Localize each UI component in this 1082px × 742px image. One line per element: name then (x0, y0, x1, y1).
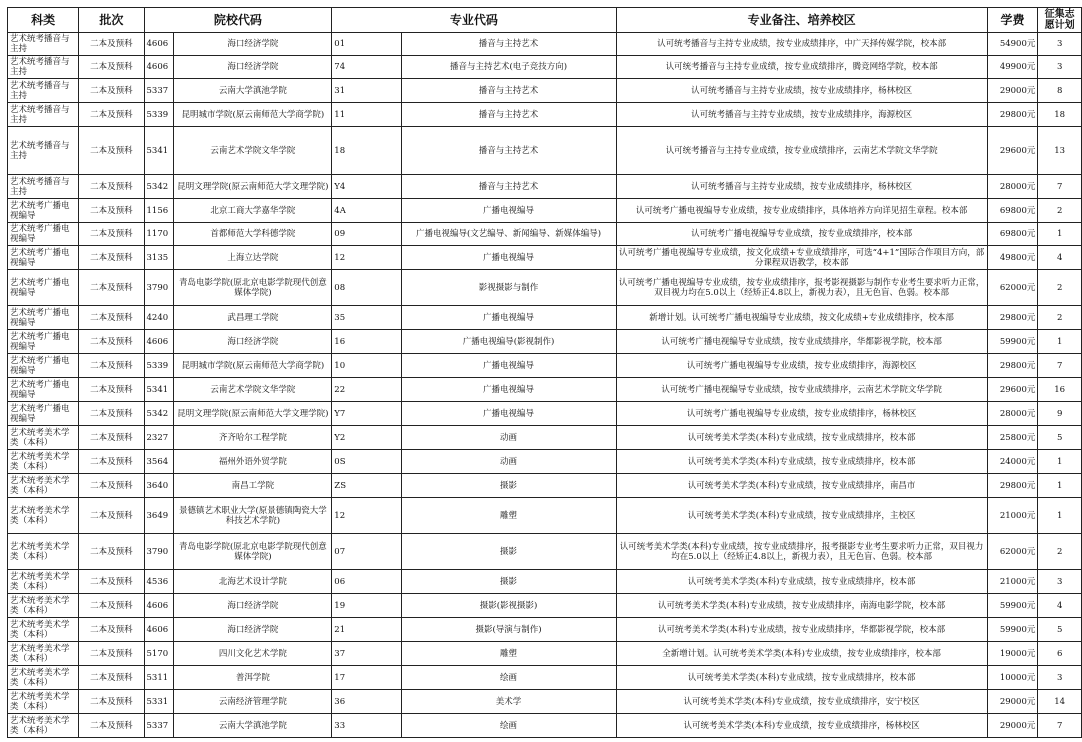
cell-major-name: 动画 (401, 426, 616, 450)
cell-note: 认可统考美术学类(本科)专业成绩，按专业成绩排序，校本部 (616, 426, 987, 450)
cell-school-code: 4606 (144, 330, 174, 354)
cell-plan: 3 (1038, 570, 1082, 594)
cell-major-code: 74 (332, 56, 401, 79)
cell-major-code: 18 (332, 127, 401, 175)
admission-table (7, 7, 1082, 738)
cell-batch: 二本及预科 (79, 666, 144, 690)
cell-batch: 二本及预科 (79, 354, 144, 378)
cell-category: 艺术统考广播电视编导 (8, 246, 79, 270)
cell-note: 认可统考美术学类(本科)专业成绩，按专业成绩排序，报考摄影专业考生要求听力正常，双目视力均在5.0以上（经矫正4.8以上，新视力表），且无色盲、色弱。校本部 (616, 534, 987, 570)
cell-school-code: 5311 (144, 666, 174, 690)
cell-school-name: 云南大学滇池学院 (174, 714, 332, 738)
cell-fee: 24000元 (987, 450, 1038, 474)
cell-school-name: 青岛电影学院(原北京电影学院现代创意媒体学院) (174, 270, 332, 306)
cell-fee: 29800元 (987, 306, 1038, 330)
cell-school-code: 1156 (144, 199, 174, 223)
cell-note: 认可统考美术学类(本科)专业成绩，按专业成绩排序，主校区 (616, 498, 987, 534)
cell-note: 认可统考美术学类(本科)专业成绩，按专业成绩排序，南昌市 (616, 474, 987, 498)
cell-category: 艺术统考播音与主持 (8, 56, 79, 79)
cell-major-code: Y7 (332, 402, 401, 426)
cell-plan: 1 (1038, 474, 1082, 498)
cell-school-code: 3790 (144, 270, 174, 306)
table-row (8, 127, 1082, 175)
table-row (8, 618, 1082, 642)
cell-school-name: 武昌理工学院 (174, 306, 332, 330)
cell-major-code: 17 (332, 666, 401, 690)
cell-major-code: 07 (332, 534, 401, 570)
cell-plan: 2 (1038, 199, 1082, 223)
cell-plan: 2 (1038, 270, 1082, 306)
cell-school-name: 福州外语外贸学院 (174, 450, 332, 474)
cell-note: 认可统考广播电视编导专业成绩，按专业成绩排序，海源校区 (616, 354, 987, 378)
cell-school-code: 5337 (144, 714, 174, 738)
cell-plan: 1 (1038, 450, 1082, 474)
cell-school-name: 海口经济学院 (174, 56, 332, 79)
cell-plan: 2 (1038, 306, 1082, 330)
cell-note: 认可统考播音与主持专业成绩，按专业成绩排序，腾竞网络学院，校本部 (616, 56, 987, 79)
table-row (8, 103, 1082, 127)
cell-major-name: 绘画 (401, 666, 616, 690)
cell-school-name: 北海艺术设计学院 (174, 570, 332, 594)
cell-plan: 16 (1038, 378, 1082, 402)
cell-major-code: 37 (332, 642, 401, 666)
cell-category: 艺术统考美术学类（本科） (8, 450, 79, 474)
cell-note: 认可统考美术学类(本科)专业成绩，按专业成绩排序，安宁校区 (616, 690, 987, 714)
cell-fee: 29800元 (987, 474, 1038, 498)
cell-major-code: 09 (332, 223, 401, 246)
cell-plan: 3 (1038, 56, 1082, 79)
cell-batch: 二本及预科 (79, 33, 144, 56)
header-pici: 批次 (79, 8, 144, 33)
cell-major-code: 12 (332, 246, 401, 270)
cell-category: 艺术统考广播电视编导 (8, 223, 79, 246)
cell-category: 艺术统考广播电视编导 (8, 354, 79, 378)
cell-category: 艺术统考美术学类（本科） (8, 666, 79, 690)
table-row (8, 33, 1082, 56)
cell-plan: 7 (1038, 354, 1082, 378)
cell-fee: 28000元 (987, 175, 1038, 199)
cell-batch: 二本及预科 (79, 594, 144, 618)
cell-category: 艺术统考美术学类（本科） (8, 426, 79, 450)
cell-fee: 29800元 (987, 103, 1038, 127)
cell-school-code: 1170 (144, 223, 174, 246)
cell-batch: 二本及预科 (79, 378, 144, 402)
cell-fee: 59900元 (987, 594, 1038, 618)
cell-school-name: 北京工商大学嘉华学院 (174, 199, 332, 223)
cell-batch: 二本及预科 (79, 714, 144, 738)
table-row (8, 56, 1082, 79)
cell-school-code: 4606 (144, 56, 174, 79)
cell-batch: 二本及预科 (79, 402, 144, 426)
cell-school-code: 5341 (144, 378, 174, 402)
cell-batch: 二本及预科 (79, 56, 144, 79)
cell-category: 艺术统考播音与主持 (8, 127, 79, 175)
cell-major-name: 雕塑 (401, 498, 616, 534)
cell-note: 认可统考广播电视编导专业成绩，按专业成绩排序，校本部 (616, 223, 987, 246)
table-row (8, 498, 1082, 534)
cell-batch: 二本及预科 (79, 330, 144, 354)
cell-plan: 18 (1038, 103, 1082, 127)
cell-category: 艺术统考美术学类（本科） (8, 594, 79, 618)
header-kelei: 科类 (8, 8, 79, 33)
cell-note: 认可统考广播电视编导专业成绩，按专业成绩排序，云南艺术学院文华学院 (616, 378, 987, 402)
cell-major-name: 广播电视编导 (401, 354, 616, 378)
cell-batch: 二本及预科 (79, 450, 144, 474)
cell-plan: 1 (1038, 498, 1082, 534)
cell-plan: 8 (1038, 79, 1082, 103)
cell-category: 艺术统考广播电视编导 (8, 199, 79, 223)
cell-major-code: ZS (332, 474, 401, 498)
cell-school-name: 青岛电影学院(原北京电影学院现代创意媒体学院) (174, 534, 332, 570)
table-row (8, 402, 1082, 426)
cell-school-name: 云南经济管理学院 (174, 690, 332, 714)
cell-plan: 1 (1038, 223, 1082, 246)
cell-note: 认可统考播音与主持专业成绩，按专业成绩排序，杨林校区 (616, 79, 987, 103)
cell-major-code: Y2 (332, 426, 401, 450)
table-row (8, 570, 1082, 594)
cell-major-code: 0S (332, 450, 401, 474)
cell-plan: 4 (1038, 594, 1082, 618)
cell-school-name: 昆明城市学院(原云南师范大学商学院) (174, 354, 332, 378)
cell-major-name: 广播电视编导 (401, 199, 616, 223)
cell-major-code: 19 (332, 594, 401, 618)
cell-plan: 7 (1038, 175, 1082, 199)
cell-category: 艺术统考美术学类（本科） (8, 618, 79, 642)
cell-school-name: 齐齐哈尔工程学院 (174, 426, 332, 450)
cell-batch: 二本及预科 (79, 570, 144, 594)
cell-batch: 二本及预科 (79, 199, 144, 223)
cell-school-code: 5170 (144, 642, 174, 666)
table-row (8, 690, 1082, 714)
cell-note: 认可统考播音与主持专业成绩，按专业成绩排序，海源校区 (616, 103, 987, 127)
header-plan: 征集志愿计划 (1038, 8, 1082, 33)
cell-note: 认可统考美术学类(本科)专业成绩，按专业成绩排序，校本部 (616, 570, 987, 594)
cell-fee: 21000元 (987, 570, 1038, 594)
cell-school-name: 海口经济学院 (174, 33, 332, 56)
cell-major-code: 11 (332, 103, 401, 127)
cell-batch: 二本及预科 (79, 690, 144, 714)
table-body (8, 33, 1082, 738)
table-row (8, 666, 1082, 690)
cell-fee: 29800元 (987, 354, 1038, 378)
cell-school-name: 昆明文理学院(原云南师范大学文理学院) (174, 402, 332, 426)
cell-batch: 二本及预科 (79, 270, 144, 306)
cell-school-code: 4240 (144, 306, 174, 330)
table-row (8, 378, 1082, 402)
cell-school-code: 2327 (144, 426, 174, 450)
cell-note: 认可统考广播电视编导专业成绩，按专业成绩排序，具体培养方向详见招生章程。校本部 (616, 199, 987, 223)
table-row (8, 534, 1082, 570)
cell-school-name: 海口经济学院 (174, 618, 332, 642)
cell-school-name: 昆明城市学院(原云南师范大学商学院) (174, 103, 332, 127)
cell-note: 认可统考播音与主持专业成绩，按专业成绩排序，中广天择传媒学院，校本部 (616, 33, 987, 56)
cell-plan: 2 (1038, 534, 1082, 570)
cell-batch: 二本及预科 (79, 127, 144, 175)
cell-batch: 二本及预科 (79, 175, 144, 199)
cell-major-name: 广播电视编导(文艺编导、新闻编导、新媒体编导) (401, 223, 616, 246)
cell-batch: 二本及预科 (79, 426, 144, 450)
cell-fee: 28000元 (987, 402, 1038, 426)
cell-category: 艺术统考广播电视编导 (8, 378, 79, 402)
cell-category: 艺术统考广播电视编导 (8, 330, 79, 354)
cell-fee: 25800元 (987, 426, 1038, 450)
cell-plan: 3 (1038, 33, 1082, 56)
cell-school-name: 云南艺术学院文华学院 (174, 127, 332, 175)
cell-batch: 二本及预科 (79, 474, 144, 498)
cell-plan: 13 (1038, 127, 1082, 175)
cell-school-code: 5342 (144, 402, 174, 426)
cell-batch: 二本及预科 (79, 618, 144, 642)
header-major-code: 专业代码 (332, 8, 616, 33)
cell-major-code: 08 (332, 270, 401, 306)
cell-major-name: 播音与主持艺术 (401, 33, 616, 56)
cell-category: 艺术统考播音与主持 (8, 175, 79, 199)
cell-major-name: 播音与主持艺术 (401, 103, 616, 127)
cell-major-name: 动画 (401, 450, 616, 474)
cell-batch: 二本及预科 (79, 246, 144, 270)
cell-school-code: 5341 (144, 127, 174, 175)
cell-school-name: 南昌工学院 (174, 474, 332, 498)
cell-note: 认可统考广播电视编导专业成绩，按专业成绩排序，华都影视学院，校本部 (616, 330, 987, 354)
cell-note: 认可统考播音与主持专业成绩，按专业成绩排序，云南艺术学院文华学院 (616, 127, 987, 175)
cell-fee: 21000元 (987, 498, 1038, 534)
cell-school-code: 5339 (144, 354, 174, 378)
cell-note: 认可统考美术学类(本科)专业成绩，按专业成绩排序，校本部 (616, 450, 987, 474)
cell-fee: 19000元 (987, 642, 1038, 666)
cell-note: 认可统考广播电视编导专业成绩，按专业成绩排序，报考影视摄影与制作专业考生要求听力正常，双目视力均在5.0以上（经矫正4.8以上，新视力表），且无色盲、色弱。校本部 (616, 270, 987, 306)
cell-batch: 二本及预科 (79, 534, 144, 570)
cell-fee: 29000元 (987, 714, 1038, 738)
cell-category: 艺术统考广播电视编导 (8, 270, 79, 306)
cell-major-code: 21 (332, 618, 401, 642)
cell-major-code: 36 (332, 690, 401, 714)
cell-category: 艺术统考美术学类（本科） (8, 498, 79, 534)
table-row (8, 79, 1082, 103)
cell-plan: 5 (1038, 426, 1082, 450)
cell-plan: 9 (1038, 402, 1082, 426)
cell-note: 认可统考美术学类(本科)专业成绩，按专业成绩排序，华都影视学院，校本部 (616, 618, 987, 642)
cell-fee: 29000元 (987, 79, 1038, 103)
cell-major-name: 摄影 (401, 570, 616, 594)
cell-fee: 59900元 (987, 618, 1038, 642)
cell-school-code: 4606 (144, 618, 174, 642)
cell-fee: 69800元 (987, 199, 1038, 223)
cell-category: 艺术统考美术学类（本科） (8, 642, 79, 666)
cell-batch: 二本及预科 (79, 642, 144, 666)
cell-school-code: 4606 (144, 594, 174, 618)
cell-school-code: 4536 (144, 570, 174, 594)
cell-fee: 69800元 (987, 223, 1038, 246)
cell-major-code: 31 (332, 79, 401, 103)
cell-major-code: 01 (332, 33, 401, 56)
table-row (8, 246, 1082, 270)
cell-major-code: Y4 (332, 175, 401, 199)
cell-batch: 二本及预科 (79, 223, 144, 246)
cell-note: 认可统考广播电视编导专业成绩，按文化成绩+专业成绩排序，可选“4+1”国际合作项目方向，部分课程双语教学，校本部 (616, 246, 987, 270)
table-row (8, 270, 1082, 306)
cell-batch: 二本及预科 (79, 79, 144, 103)
cell-school-code: 3649 (144, 498, 174, 534)
cell-major-name: 美术学 (401, 690, 616, 714)
cell-major-code: 22 (332, 378, 401, 402)
cell-major-name: 播音与主持艺术 (401, 127, 616, 175)
cell-major-code: 33 (332, 714, 401, 738)
cell-major-name: 雕塑 (401, 642, 616, 666)
header-fee: 学费 (987, 8, 1038, 33)
cell-fee: 59900元 (987, 330, 1038, 354)
cell-school-code: 5337 (144, 79, 174, 103)
cell-major-name: 摄影(导演与制作) (401, 618, 616, 642)
cell-note: 认可统考美术学类(本科)专业成绩，按专业成绩排序，杨林校区 (616, 714, 987, 738)
cell-plan: 6 (1038, 642, 1082, 666)
cell-major-name: 影视摄影与制作 (401, 270, 616, 306)
cell-category: 艺术统考美术学类（本科） (8, 690, 79, 714)
cell-major-name: 广播电视编导 (401, 246, 616, 270)
cell-school-name: 昆明文理学院(原云南师范大学文理学院) (174, 175, 332, 199)
cell-school-code: 5331 (144, 690, 174, 714)
table-row (8, 330, 1082, 354)
cell-note: 认可统考播音与主持专业成绩，按专业成绩排序，杨林校区 (616, 175, 987, 199)
cell-note: 认可统考美术学类(本科)专业成绩，按专业成绩排序，南海电影学院，校本部 (616, 594, 987, 618)
cell-fee: 54900元 (987, 33, 1038, 56)
cell-fee: 10000元 (987, 666, 1038, 690)
cell-batch: 二本及预科 (79, 103, 144, 127)
cell-note: 全新增计划。认可统考美术学类(本科)专业成绩，按专业成绩排序，校本部 (616, 642, 987, 666)
table-row (8, 474, 1082, 498)
cell-major-name: 广播电视编导 (401, 402, 616, 426)
table-row (8, 223, 1082, 246)
table-row (8, 594, 1082, 618)
cell-school-name: 四川文化艺术学院 (174, 642, 332, 666)
header-school-code: 院校代码 (144, 8, 332, 33)
table-header-row (8, 8, 1082, 33)
cell-major-name: 摄影 (401, 534, 616, 570)
table-row (8, 642, 1082, 666)
cell-category: 艺术统考美术学类（本科） (8, 570, 79, 594)
cell-major-code: 16 (332, 330, 401, 354)
cell-major-code: 10 (332, 354, 401, 378)
cell-fee: 29600元 (987, 127, 1038, 175)
cell-category: 艺术统考美术学类（本科） (8, 474, 79, 498)
cell-category: 艺术统考播音与主持 (8, 103, 79, 127)
cell-school-name: 首都师范大学科德学院 (174, 223, 332, 246)
cell-batch: 二本及预科 (79, 306, 144, 330)
cell-batch: 二本及预科 (79, 498, 144, 534)
table-row (8, 450, 1082, 474)
cell-major-code: 12 (332, 498, 401, 534)
cell-fee: 29600元 (987, 378, 1038, 402)
cell-category: 艺术统考广播电视编导 (8, 306, 79, 330)
cell-category: 艺术统考广播电视编导 (8, 402, 79, 426)
cell-fee: 29000元 (987, 690, 1038, 714)
table-row (8, 306, 1082, 330)
cell-category: 艺术统考美术学类（本科） (8, 534, 79, 570)
cell-major-name: 广播电视编导 (401, 378, 616, 402)
cell-school-code: 3790 (144, 534, 174, 570)
cell-major-name: 播音与主持艺术 (401, 175, 616, 199)
cell-note: 认可统考美术学类(本科)专业成绩，按专业成绩排序，校本部 (616, 666, 987, 690)
cell-plan: 14 (1038, 690, 1082, 714)
cell-note: 认可统考广播电视编导专业成绩，按专业成绩排序，杨林校区 (616, 402, 987, 426)
cell-fee: 62000元 (987, 534, 1038, 570)
cell-category: 艺术统考播音与主持 (8, 79, 79, 103)
header-note: 专业备注、培养校区 (616, 8, 987, 33)
cell-school-name: 海口经济学院 (174, 594, 332, 618)
table-row (8, 714, 1082, 738)
cell-school-name: 景德镇艺术职业大学(原景德镇陶瓷大学科技艺术学院) (174, 498, 332, 534)
table-row (8, 354, 1082, 378)
cell-school-name: 海口经济学院 (174, 330, 332, 354)
cell-fee: 62000元 (987, 270, 1038, 306)
cell-plan: 7 (1038, 714, 1082, 738)
cell-school-code: 5342 (144, 175, 174, 199)
cell-school-code: 4606 (144, 33, 174, 56)
cell-school-code: 5339 (144, 103, 174, 127)
cell-plan: 4 (1038, 246, 1082, 270)
cell-plan: 5 (1038, 618, 1082, 642)
cell-major-code: 06 (332, 570, 401, 594)
cell-major-name: 绘画 (401, 714, 616, 738)
cell-major-name: 摄影(影视摄影) (401, 594, 616, 618)
cell-major-name: 广播电视编导(影视制作) (401, 330, 616, 354)
cell-school-name: 普洱学院 (174, 666, 332, 690)
cell-school-name: 上海立达学院 (174, 246, 332, 270)
cell-category: 艺术统考美术学类（本科） (8, 714, 79, 738)
table-row (8, 426, 1082, 450)
cell-school-code: 3564 (144, 450, 174, 474)
cell-major-name: 播音与主持艺术(电子竞技方向) (401, 56, 616, 79)
cell-major-code: 4A (332, 199, 401, 223)
cell-category: 艺术统考播音与主持 (8, 33, 79, 56)
cell-school-code: 3640 (144, 474, 174, 498)
table-row (8, 199, 1082, 223)
cell-school-code: 3135 (144, 246, 174, 270)
cell-school-name: 云南艺术学院文华学院 (174, 378, 332, 402)
table-row (8, 175, 1082, 199)
cell-major-name: 摄影 (401, 474, 616, 498)
cell-note: 新增计划。认可统考广播电视编导专业成绩，按文化成绩+专业成绩排序，校本部 (616, 306, 987, 330)
cell-plan: 1 (1038, 330, 1082, 354)
cell-major-name: 播音与主持艺术 (401, 79, 616, 103)
cell-fee: 49900元 (987, 56, 1038, 79)
cell-major-name: 广播电视编导 (401, 306, 616, 330)
cell-fee: 49800元 (987, 246, 1038, 270)
cell-school-name: 云南大学滇池学院 (174, 79, 332, 103)
cell-major-code: 35 (332, 306, 401, 330)
cell-plan: 3 (1038, 666, 1082, 690)
